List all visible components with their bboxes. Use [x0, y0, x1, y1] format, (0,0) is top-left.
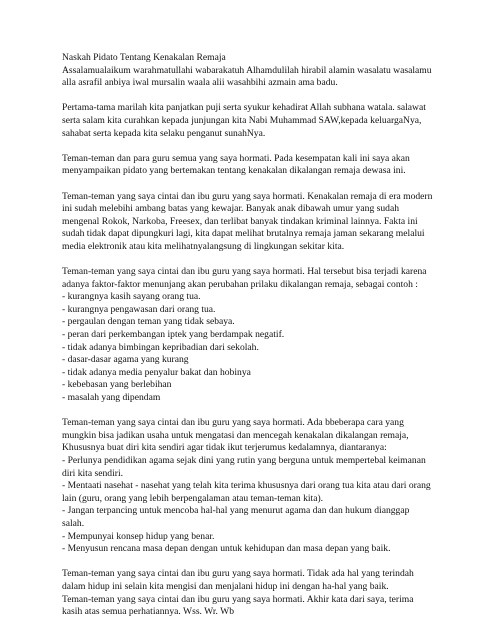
paragraph-line: Teman-teman yang saya cintai dan ibu guru yang saya hormati. Akhir kata dari saya, terima: [62, 593, 414, 605]
paragraph-line: Khususnya buat diri kita sendiri agar tidak ikut terjerumus kedalamnya, diantaranya:: [62, 442, 387, 454]
cause-list-item: - kurangnya kasih sayang orang tua.: [62, 291, 201, 303]
paragraph-line: kasih atas semua perhatiannya. Wss. Wr. Wb: [62, 606, 234, 618]
solution-list-item: - Perlunya pendidikan agama sejak dini yang rutin yang berguna untuk mempertebal keimanan: [62, 455, 426, 466]
cause-list-item: - peran dari perkembangan iptek yang berdampak negatif.: [62, 329, 285, 341]
cause-list-item: - kebebasan yang berlebihan: [62, 379, 172, 391]
paragraph-line: sudah tidak dapat dipungkuri lagi, kita dapat melihat brutalnya remaja jaman sekarang melalui: [62, 228, 425, 240]
solution-list-item: diri kita sendiri.: [62, 467, 124, 479]
solution-list-item: - Menyusun rencana masa depan dengan untuk kehidupan dan masa depan yang baik.: [62, 543, 391, 555]
cause-list-item: - masalah yang dipendam: [62, 392, 161, 404]
cause-list-item: - kurangnya pengawasan dari orang tua.: [62, 303, 216, 315]
intro-line: Assalamualaikum warahmatullahi wabarakatuh Alhamdulilah hirabil alamin wasalatu wasalamu: [62, 64, 432, 76]
intro-line: alla asrafil anbiya iwal mursalin waala alii wasahbihi azmain ama badu.: [62, 77, 338, 89]
paragraph-line: mungkin bisa jadikan usaha untuk mengatasi dan mencegah kenakalan dikalangan remaja,: [62, 429, 409, 441]
paragraph-line: sahabat serta kepada kita selaku penganut sunahNya.: [62, 127, 266, 139]
document-title: Naskah Pidato Tentang Kenakalan Remaja: [62, 52, 226, 63]
header-block: [62, 52, 442, 90]
paragraph-line: adanya faktor-faktor menunjang akan perubahan prilaku dikalangan remaja, sebagai contoh :: [62, 278, 418, 290]
solution-list-item: - Jangan terpancing untuk mencoba hal-hal yang menurut agama dan dan hukum dianggap: [62, 505, 410, 517]
paragraph-line: ini sudah melebihi ambang batas yang kewajar. Banyak anak dibawah umur yang sudah: [62, 203, 400, 215]
solution-list-item: - Mempunyai konsep hidup yang benar.: [62, 530, 215, 542]
cause-list-item: - tidak adanya bimbingan kepribadian dari sekolah.: [62, 341, 259, 353]
cause-list-item: - dasar-dasar agama yang kurang: [62, 354, 189, 366]
paragraph-line: Teman-teman yang saya cintai dan ibu guru yang saya hormati. Ada bbeberapa cara yang: [62, 417, 404, 429]
paragraph-theme: [62, 153, 442, 178]
paragraph-line: Teman-teman yang saya cintai dan ibu guru yang saya hormati. Hal tersebut bisa terjadi karena: [62, 266, 427, 278]
paragraph-line: Teman-teman yang saya cintai dan ibu guru yang saya hormati. Kenakalan remaja di era modern: [62, 190, 433, 202]
cause-list-item: - pergaulan dengan teman yang tidak sebaya.: [62, 316, 235, 328]
solution-list-item: salah.: [62, 517, 85, 529]
paragraph-line: Pertama-tama marilah kita panjatkan puji serta syukur kehadirat Allah subhana watala. salawat: [62, 102, 426, 114]
paragraph-line: menyampaikan pidato yang bertemakan tentang kenakalan dikalangan remaja dewasa ini.: [62, 165, 406, 177]
solution-list-item: lain (guru, orang yang lebih berpengalaman atau teman-teman kita).: [62, 492, 324, 504]
paragraph-solutions: [62, 417, 442, 556]
paragraph-closing: [62, 568, 442, 618]
paragraph-problem: [62, 191, 442, 254]
paragraph-line: dalam hidup ini selain kita mengisi dan menjalani hidup ini dengan ha-hal yang baik.: [62, 580, 389, 592]
paragraph-line: Teman-teman dan para guru semua yang saya hormati. Pada kesempatan kali ini saya akan: [62, 152, 410, 164]
paragraph-line: media elektronik atau kita melihatnyalangsung di lingkungan sekitar kita.: [62, 240, 345, 252]
paragraph-causes: [62, 266, 442, 405]
cause-list-item: - tidak adanya media penyalur bakat dan hobinya: [62, 366, 251, 378]
paragraph-line: serta salam kita curahkan kepada junjungan kita Nabi Muhammad SAW,kepada keluargaNya,: [62, 114, 422, 126]
paragraph-line: mengenal Rokok, Narkoba, Freesex, dan terlibat banyak tindakan kriminal lainnya. Fakta ini: [62, 215, 418, 227]
solution-list-item: - Mentaati nasehat - nasehat yang telah kita terima khususnya dari orang tua kita atau dari orang: [62, 480, 431, 492]
document-body: [62, 52, 442, 631]
paragraph-opening: [62, 102, 442, 140]
paragraph-line: Teman-teman yang saya cintai dan ibu guru yang saya hormati. Tidak ada hal yang terindah: [62, 568, 414, 580]
